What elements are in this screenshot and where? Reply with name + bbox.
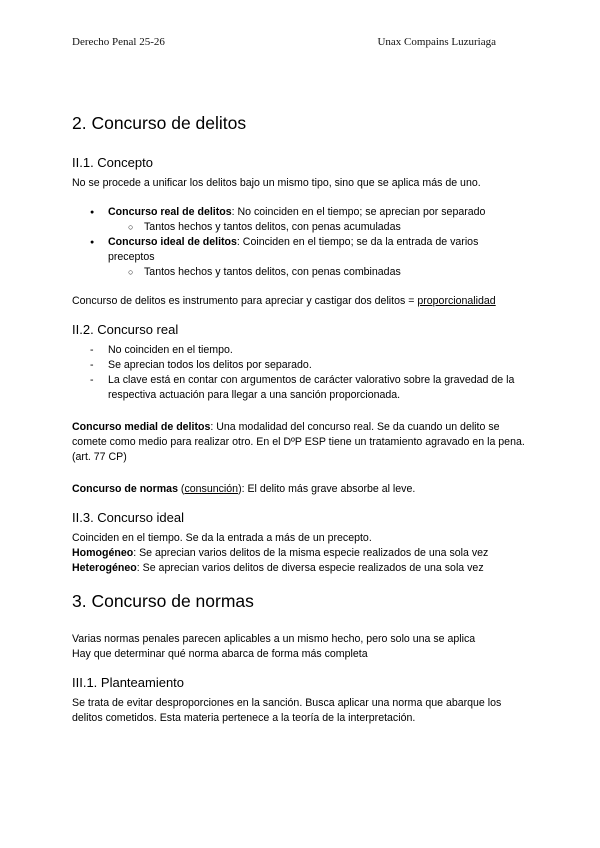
heterogeneo-text: : Se aprecian varios delitos de diversa especie realizados de una sola vez [136,562,484,574]
homogeneo-term: Homogéneo [72,547,134,559]
sub-list [108,220,527,235]
section-3-heading: 3. Concurso de normas [72,591,254,611]
normas-text: ): El delito más grave absorbe al leve. [238,483,416,495]
real-dash-list [72,343,527,403]
dash-item: - Se aprecian todos los delitos por separado. [72,358,527,373]
proporcionalidad-term: proporcionalidad [417,295,496,307]
bullet-concurso-ideal [72,235,527,280]
medial-term: Concurso medial de delitos [72,421,211,433]
dash-item: - No coinciden en el tiempo. [72,343,527,358]
normas-paren: ( [177,483,185,495]
bullet-text: : No coinciden en el tiempo; se aprecian por separado [231,206,486,218]
bullet-term: Concurso ideal de delitos [108,236,237,248]
concepto-closing [72,294,527,309]
section-2-heading: 2. Concurso de delitos [72,113,247,133]
concurso-medial-paragraph [72,420,527,465]
dash-item: - La clave está en contar con argumentos de carácter valorativo sobre la gravedad de la respectiva actuación para llegar a una sanción proporcionada. [72,373,527,403]
subsection-concepto-heading: II.1. Concepto [72,155,153,170]
page-header [72,36,496,48]
normas-line-2: Hay que determinar qué norma abarca de forma más completa [72,648,368,660]
normas-line-1: Varias normas penales parecen aplicables a un mismo hecho, pero solo una se aplica [72,633,476,645]
concepto-intro: No se procede a unificar los delitos bajo un mismo tipo, sino que se aplica más de uno. [72,177,481,189]
header-author: Unax Compains Luzuriaga [377,36,496,48]
sub-item: ○ Tantos hechos y tantos delitos, con penas combinadas [108,265,527,280]
subsection-real-heading: II.2. Concurso real [72,322,179,337]
bullet-term: Concurso real de delitos [108,206,232,218]
subsection-ideal-heading: II.3. Concurso ideal [72,510,185,525]
ideal-line: Coinciden en el tiempo. Se da la entrada a más de un precepto. [72,532,372,544]
concepto-bullet-list [72,205,527,280]
subsection-planteamiento-heading: III.1. Planteamiento [72,675,185,690]
document-body [72,112,527,726]
normas-term: Concurso de normas [72,483,178,495]
concurso-normas-paragraph [72,482,527,497]
heterogeneo-line [72,561,527,576]
bullet-concurso-real [72,205,527,235]
closing-text: Concurso de delitos es instrumento para apreciar y castigar dos delitos = [72,295,418,307]
header-course: Derecho Penal 25-26 [72,36,165,48]
planteamiento-text: Se trata de evitar desproporciones en la sanción. Busca aplicar una norma que abarque los delitos cometidos. Esta materia pertenece a la teoría de la interpretación. [72,697,502,724]
bullet-text: : Coinciden en el tiempo; se da la entrada de varios preceptos [108,236,479,263]
consuncion-term: consunción [184,483,239,495]
sub-item: ○ Tantos hechos y tantos delitos, con penas acumuladas [108,220,527,235]
homogeneo-text: : Se aprecian varios delitos de la misma especie realizados de una sola vez [133,547,489,559]
sub-list [108,265,527,280]
medial-text: : Una modalidad del concurso real. Se da cuando un delito se comete como medio para realizar otro. En el DºP ESP tiene un tratamiento agravado en la pena. (art. 77 CP) [72,421,525,463]
homogeneo-line [72,546,527,561]
heterogeneo-term: Heterogéneo [72,562,137,574]
